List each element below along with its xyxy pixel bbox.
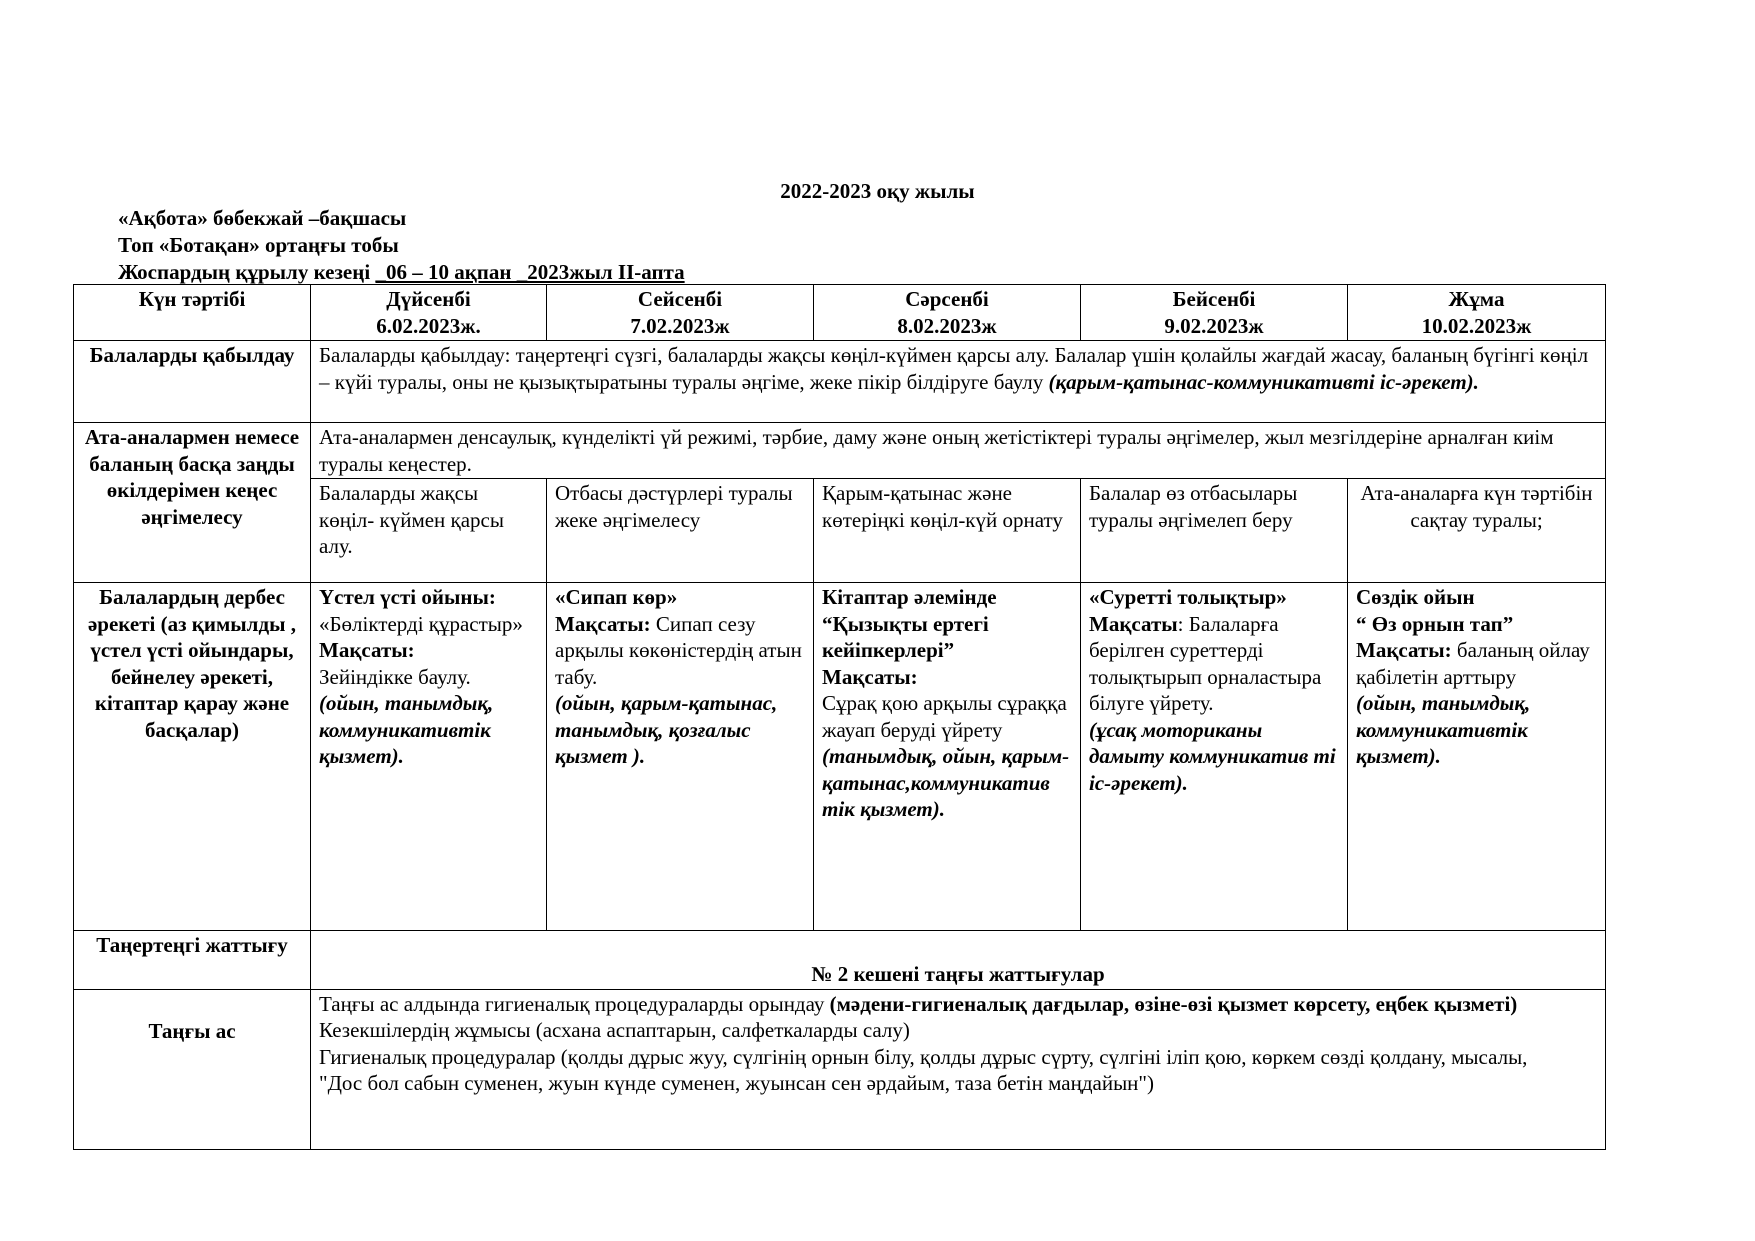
reception-text — [311, 341, 1606, 423]
activity-tuesday — [547, 583, 814, 931]
parents-general: Ата-аналармен денсаулық, күнделікті үй режимі, тәрбие, даму және оның жетістіктері туралы әңгімелер, жыл мезгілдеріне арналған киім туралы кеңестер. — [311, 423, 1606, 479]
tuesday-date: 7.02.2023ж — [630, 313, 730, 338]
reception-label: Балаларды қабылдау — [74, 341, 311, 423]
wednesday-date: 8.02.2023ж — [897, 313, 997, 338]
activity-monday-goal: Зейіндікке баулу. — [319, 664, 471, 689]
thursday-date: 9.02.2023ж — [1164, 313, 1264, 338]
activity-monday-goal-label: Мақсаты: — [319, 638, 415, 662]
group-name: Топ «Ботақан» ортаңғы тобы — [118, 233, 399, 257]
reception-note: (қарым-қатынас-коммуникативті іс-әрекет). — [1048, 369, 1479, 394]
monday-name: Дүйсенбі — [386, 287, 471, 311]
activity-friday-title: Сөздік ойын — [1356, 585, 1475, 609]
activity-friday-goal: баланың ойлау қабілетін арттыру — [1356, 638, 1590, 689]
activity-wednesday-note: (танымдық, ойын, қарым-қатынас,коммуникатив тік қызмет). — [822, 744, 1070, 821]
plan-period — [118, 259, 685, 286]
activity-wednesday-goal: Сұрақ қою арқылы сұраққа жауап беруді үйрету — [822, 691, 1067, 742]
exercise-row — [74, 931, 1606, 990]
activity-monday — [311, 583, 547, 931]
activity-friday-game: “ Өз орнын тап” — [1356, 611, 1514, 636]
parents-wednesday: Қарым-қатынас және көтеріңкі көңіл-күй орнату — [814, 479, 1081, 583]
header-tuesday — [547, 285, 814, 341]
breakfast-text — [311, 989, 1606, 1149]
schedule-table — [73, 284, 1606, 1150]
activity-thursday-note: (ұсақ моториканы дамыту коммуникатив ті іс-әрекет). — [1089, 717, 1336, 795]
plan-period-label: Жоспардың құрылу кезеңі — [118, 260, 376, 284]
friday-date: 10.02.2023ж — [1421, 313, 1532, 338]
activity-tuesday-title: «Сипап көр» — [555, 585, 678, 609]
exercise-text: № 2 кешені таңғы жаттығулар — [311, 931, 1606, 990]
header-row — [74, 285, 1606, 341]
activity-thursday — [1081, 583, 1348, 931]
reception-row — [74, 341, 1606, 423]
header-daily-routine: Күн тәртібі — [74, 285, 311, 341]
header-monday — [311, 285, 547, 341]
activity-monday-title: Үстел үсті ойыны: — [319, 585, 496, 609]
activity-label: Балалардың дербес әрекеті (аз қимылды , үстел үсті ойындары, бейнелеу әрекеті, кітаптар қарау және басқалар) — [74, 583, 311, 931]
activity-thursday-goal-label: Мақсаты — [1089, 611, 1178, 636]
monday-date: 6.02.2023ж. — [376, 313, 481, 338]
activity-wednesday-title: Кітаптар әлемінде “Қызықты ертегі кейіпкерлері” — [822, 585, 997, 662]
exercise-label: Таңертеңгі жаттығу — [74, 931, 311, 990]
document-header — [118, 205, 685, 286]
friday-name: Жұма — [1448, 287, 1505, 311]
kindergarten-name: «Ақбота» бөбекжай –бақшасы — [118, 206, 407, 230]
activity-wednesday — [814, 583, 1081, 931]
activity-monday-note: (ойын, танымдық, коммуникативтік қызмет). — [319, 691, 494, 768]
page-title: 2022-2023 оқу жылы — [780, 179, 975, 203]
header-wednesday — [814, 285, 1081, 341]
wednesday-name: Сәрсенбі — [905, 287, 989, 311]
activity-thursday-goal-line — [1089, 611, 1339, 717]
activity-friday-note: (ойын, танымдық, коммуникативтік қызмет). — [1356, 691, 1531, 768]
activity-tuesday-note: (ойын, қарым-қатынас, танымдық, қозғалыс қызмет ). — [555, 691, 778, 768]
activity-thursday-title: «Суретті толықтыр» — [1089, 585, 1287, 609]
parents-label: Ата-аналармен немесе баланың басқа заңды өкілдерімен кеңес әңгімелесу — [74, 423, 311, 583]
breakfast-line-1 — [319, 991, 1597, 1018]
breakfast-label: Таңғы ас — [74, 989, 311, 1149]
activity-row — [74, 583, 1606, 931]
activity-friday-goal-line — [1356, 637, 1597, 690]
reception-description: Балаларды қабылдау: таңертеңгі сүзгі, балаларды жақсы көңіл-күймен қарсы алу. Балалар үшін қолайлы жағдай жасау, баланың бүгінгі көңіл – күйі туралы, оны не қызықтыратыны туралы әңгіме, жеке пікір білдіруге баулу — [319, 343, 1589, 394]
activity-friday-goal-label: Мақсаты: — [1356, 638, 1452, 662]
breakfast-line-3: Гигиеналық процедуралар (қолды дұрыс жуу, сүлгінің орнын білу, қолды дұрыс сүрту, сүлгіні іліп қою, көркем сөзді қолдану, мысалы, — [319, 1044, 1528, 1069]
header-friday — [1348, 285, 1606, 341]
parents-thursday: Балалар өз отбасылары туралы әңгімелеп беру — [1081, 479, 1348, 583]
parents-tuesday: Отбасы дәстүрлері туралы жеке әңгімелесу — [547, 479, 814, 583]
header-thursday — [1081, 285, 1348, 341]
activity-tuesday-goal-line — [555, 611, 805, 691]
activity-wednesday-goal-label: Мақсаты: — [822, 664, 918, 689]
breakfast-line-2: Кезекшілердің жұмысы (асхана аспаптарын, салфеткаларды салу) — [319, 1018, 910, 1042]
activity-friday — [1348, 583, 1606, 931]
activity-monday-game: «Бөліктерді құрастыр» — [319, 611, 523, 636]
breakfast-line-1-text: Таңғы ас алдында гигиеналық процедураларды орындау — [319, 991, 830, 1016]
breakfast-line-1-note: (мәдени-гигиеналық дағдылар, өзіне-өзі қызмет көрсету, еңбек қызметі) — [829, 991, 1518, 1016]
parents-monday: Балаларды жақсы көңіл- күймен қарсы алу. — [311, 479, 547, 583]
activity-tuesday-goal-label: Мақсаты: — [555, 611, 651, 636]
activity-tuesday-goal: Сипап сезу арқылы көкөністердің атын табу. — [555, 611, 802, 689]
parents-row — [74, 423, 1606, 479]
plan-period-value: _06 – 10 ақпан _2023жыл II-апта — [375, 260, 685, 284]
breakfast-line-4: "Дос бол сабын суменен, жуын күнде суменен, жуынсан сен әрдайым, таза бетін маңдайын") — [319, 1071, 1154, 1095]
breakfast-row — [74, 989, 1606, 1149]
parents-friday: Ата-аналарға күн тәртібін сақтау туралы; — [1348, 479, 1606, 583]
activity-thursday-goal: : Балаларға берілген суреттерді толықтырып орналастыра білуге үйрету. — [1089, 611, 1322, 715]
tuesday-name: Сейсенбі — [637, 287, 723, 311]
thursday-name: Бейсенбі — [1172, 287, 1256, 311]
